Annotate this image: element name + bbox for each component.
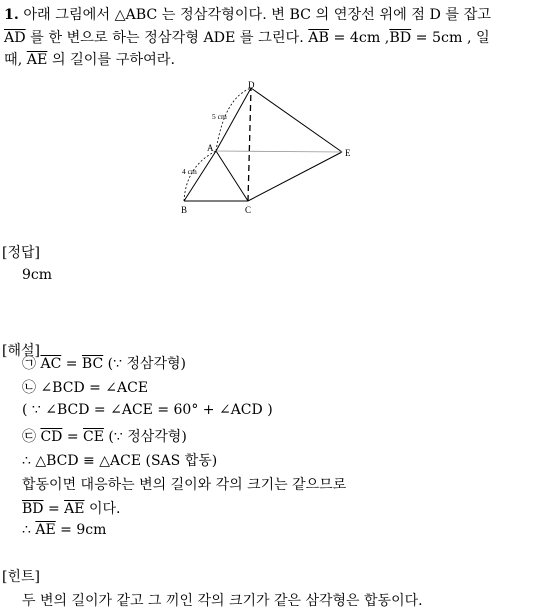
ab-value: = 4cm , [328, 29, 390, 46]
solution-line-1: ㉠ $\overline{AC} = \overline{BC}$ (∵ 정삼각형) [22, 356, 187, 372]
solution-line-3: ( ∵ ∠BCD = ∠ACE = 60° + ∠ACD ) [22, 402, 273, 418]
bd-value: = 5cm , 일 [411, 29, 490, 46]
edge-ce [248, 152, 342, 201]
label-e: E [345, 148, 351, 158]
solution-line-6: 합동이면 대응하는 변의 길이와 각의 크기는 같으므로 [22, 477, 347, 493]
segment-bd: $\overline{BD}$ [389, 29, 412, 46]
solution-label: [해설] [2, 343, 40, 359]
label-d: D [248, 80, 255, 90]
label-b: B [181, 205, 188, 215]
segment-ad: $\overline{AD}$ [4, 29, 26, 46]
hint-label: [힌트] [2, 569, 40, 585]
answer-label: [정답] [2, 245, 40, 261]
edge-de [251, 88, 342, 152]
segment-ab: $\overline{AB}$ [308, 29, 329, 46]
hint-text: 두 변의 길이가 같고 그 끼인 각의 크기가 같은 삼각형은 합동이다. [22, 593, 423, 609]
solution-line-4: ㉢ $\overline{CD} = \overline{CE}$ (∵ 정삼각형) [22, 429, 187, 445]
solution-line-8: ∴ $\overline{AE} = 9cm$ [22, 522, 107, 538]
figure-svg [172, 78, 362, 218]
length-ab: 4 cm [182, 167, 197, 176]
circled-1-icon: ㉠ [22, 356, 36, 372]
solution-line-5: ∴ △BCD ≡ △ACE (SAS 합동) [22, 453, 218, 469]
label-a: A [207, 143, 214, 153]
problem-seg3b: 의 길이를 구하여라. [47, 52, 176, 68]
edge-ab [184, 151, 216, 201]
problem-text [4, 4, 530, 72]
problem-seg2: 를 한 변으로 하는 정삼각형 ADE 를 그린다. [25, 29, 309, 46]
circled-3-icon: ㉢ [22, 429, 36, 445]
circled-2-icon: ㉡ [22, 380, 36, 396]
edge-ae [216, 151, 342, 152]
geometry-figure [172, 78, 362, 222]
solution-line-7: $\overline{BD} = \overline{AE}$ 이다. [22, 501, 121, 517]
segment-ae: $\overline{AE}$ [26, 52, 48, 68]
length-bd: 5 cm [212, 112, 227, 121]
label-c: C [245, 205, 252, 215]
problem-seg3: 때, [4, 52, 27, 68]
edge-cd [248, 88, 251, 201]
problem-seg1: 아래 그림에서 △ABC 는 정삼각형이다. 변 BC 의 연장선 위에 점 D 를 잡고 [23, 7, 492, 23]
answer-value: 9cm [22, 267, 53, 283]
solution-line-2: ㉡ ∠BCD = ∠ACE [22, 380, 149, 396]
problem-number: 1. [4, 7, 19, 23]
edge-ac [216, 151, 248, 201]
